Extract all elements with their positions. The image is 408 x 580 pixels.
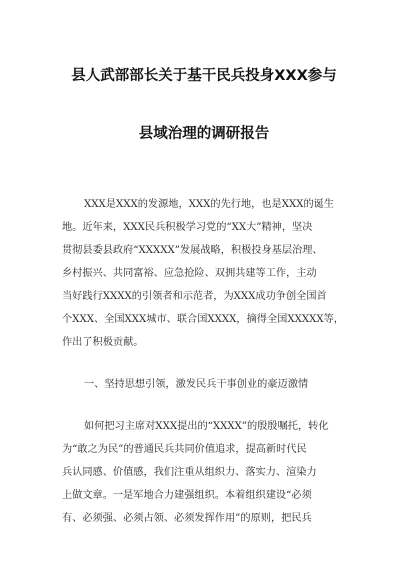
paragraph-1-line: 贯彻县委县政府“XXXXX”发展战略，积极投身基层治理、: [62, 245, 323, 256]
paragraph-1-line: 个XXX、全国XXX城市、联合国XXXX，摘得全国XXXXX等，: [62, 314, 344, 325]
paragraph-2-line: 有、必须强、必须占领、必须发挥作用”的原则，把民兵: [62, 513, 312, 524]
paragraph-2-line: 如何把习主席对XXX提出的“XXXX”的殷殷嘱托，转化: [84, 421, 329, 432]
paragraph-1-line: 作出了积极贡献。: [62, 337, 144, 348]
paragraph-1-line: 当好践行XXXX的引领者和示范者，为XXX成功争创全国首: [62, 291, 327, 302]
paragraph-2-line: 兵认同感、价值感，我们注重从组织力、落实力、渲染力: [62, 467, 317, 478]
paragraph-1-line: XXX是XXX的发源地，XXX的先行地，也是XXX的诞生: [84, 199, 335, 210]
document-title-line-2: 县域治理的调研报告: [138, 126, 270, 142]
paragraph-2-line: 上做文章。一是军地合力建强组织。本着组织建设“必须: [62, 490, 312, 501]
paragraph-2-line: 为“敢之为民”的普通民兵共同价值追求，提高新时代民: [62, 444, 307, 455]
section-heading-1: 一、坚持思想引领，激发民兵干事创业的豪迈激情: [84, 379, 309, 390]
paragraph-1-line: 乡村振兴、共同富裕、应急抢险、双拥共建等工作，主动: [62, 268, 317, 279]
document-title-line-1: 县人武部部长关于基干民兵投身XXX参与: [71, 68, 337, 84]
paragraph-1-line: 地。近年来，XXX民兵积极学习党的“XX大”精神，坚决: [62, 222, 313, 233]
